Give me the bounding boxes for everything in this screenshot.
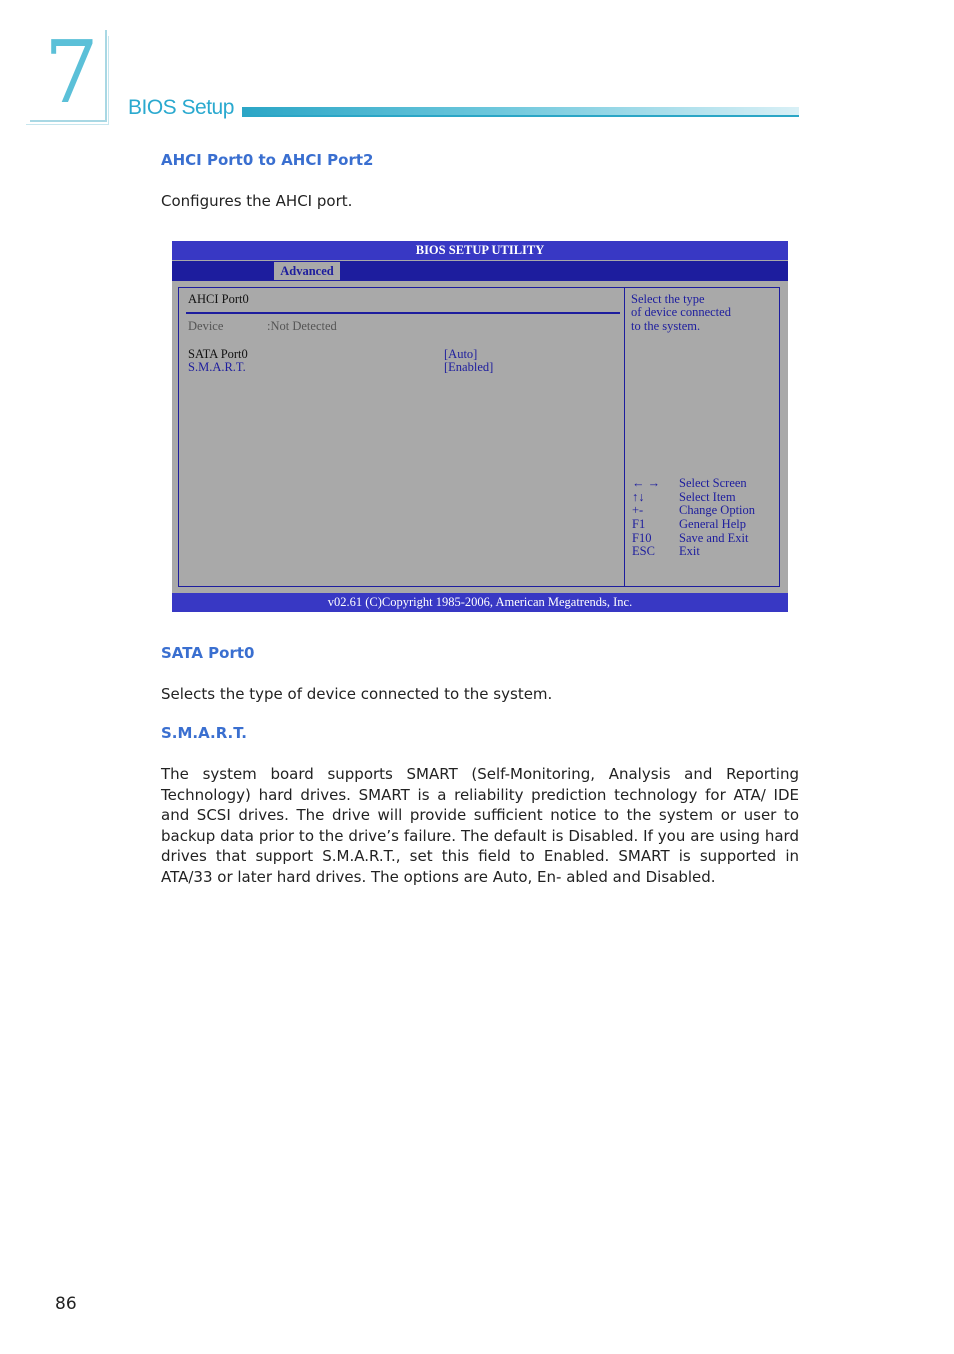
key-f10: F10 (632, 531, 652, 545)
key-arrows-ud-icon: ↑↓ (632, 490, 645, 504)
page-number: 86 (55, 1294, 77, 1314)
help-line: Select the type (631, 292, 705, 306)
bios-menu-bar (172, 261, 788, 281)
key-action: Save and Exit (679, 531, 749, 545)
key-action: Exit (679, 544, 700, 558)
bios-panel-divider (624, 288, 625, 586)
key-arrows-lr-icon: ← → (632, 476, 661, 490)
chapter-title: BIOS Setup (128, 96, 234, 119)
key-action: General Help (679, 517, 746, 531)
bios-screen (172, 241, 788, 612)
setting-value-smart[interactable]: [Enabled] (444, 360, 494, 374)
header-bar-underline (242, 115, 799, 117)
section-heading-smart: S.M.A.R.T. (161, 724, 247, 742)
key-action: Select Screen (679, 476, 747, 490)
bios-title-bar: BIOS SETUP UTILITY (172, 241, 788, 260)
help-line: to the system. (631, 319, 701, 333)
bios-main-panel (178, 287, 780, 587)
device-label: Device (188, 319, 224, 333)
key-esc: ESC (632, 544, 655, 558)
help-line: of device connected (631, 305, 731, 319)
panel-title: AHCI Port0 (188, 292, 249, 306)
bios-footer-bar: v02.61 (C)Copyright 1985-2006, American Megatrends, Inc. (172, 593, 788, 612)
key-action: Select Item (679, 490, 736, 504)
setting-value-sata-port0[interactable]: [Auto] (444, 347, 478, 361)
panel-title-underline (186, 312, 620, 314)
section-heading-ahci-port: AHCI Port0 to AHCI Port2 (161, 151, 374, 169)
key-action: Change Option (679, 503, 756, 517)
setting-label-smart[interactable]: S.M.A.R.T. (188, 360, 246, 374)
section-text-ahci-port: Configures the AHCI port. (161, 192, 353, 210)
section-heading-sata-port0: SATA Port0 (161, 644, 255, 662)
section-text-smart: The system board supports SMART (Self-Monitoring, Analysis and Reporting Technology) hard drives. SMART is a reliability prediction technology for ATA/ IDE and SCSI drives. The drive will provide sufficient notice to the system or user to backup data prior to the drive’s failure. The default is Disabled. If you are using hard drives that support S.M.A.R.T., set this field to Enabled. SMART is supported in ATA/33 or later hard drives. The options are Auto, En- abled and Disabled. (161, 765, 799, 886)
chapter-number: 7 (44, 23, 99, 123)
tab-advanced[interactable]: Advanced (274, 262, 340, 280)
setting-label-sata-port0[interactable]: SATA Port0 (188, 347, 248, 361)
section-text-sata-port0: Selects the type of device connected to the system. (161, 685, 553, 703)
key-plus-minus: +- (632, 503, 644, 517)
key-f1: F1 (632, 517, 646, 531)
device-value: :Not Detected (267, 319, 337, 333)
